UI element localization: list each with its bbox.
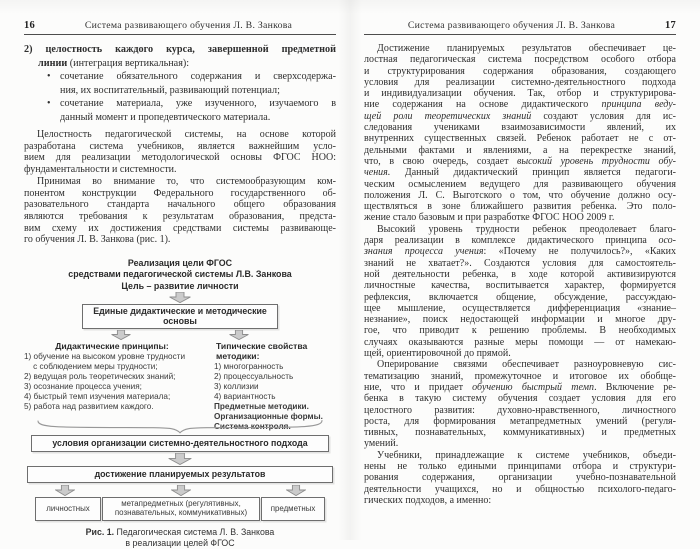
box-metasubject-results: метапредметных (регулятивных, познавательных, коммуникативных) (102, 497, 260, 521)
left-page-body (24, 35, 336, 549)
didactic-principles-column (24, 341, 200, 431)
down-arrow-icon (229, 330, 249, 340)
page-gutter (338, 0, 362, 540)
down-arrow-icon (267, 485, 325, 496)
box-results: достижение планируемых результатов (27, 466, 333, 484)
didactic-principles-header: Дидактические принципы: (55, 341, 169, 352)
down-arrow-icon (105, 485, 257, 496)
methodology-properties-column (200, 341, 336, 431)
right-page (364, 20, 676, 506)
bullet-icon: • (47, 98, 51, 109)
right-paragraph-4: Учебники, принадлежащие к системе учебников, объеди- нены не только едиными принципами отбора и структури- рования содержания, организации учебно-познавательной деятельности учащихся, но и общностью психолого-педаго- гических подходов, а именно: (364, 449, 676, 506)
bullet-icon: • (47, 71, 51, 82)
left-running-title: Система развивающего обучения Л. В. Занкова (84, 20, 293, 31)
branch-arrows (24, 330, 336, 340)
result-arrows (35, 485, 325, 496)
bullet-text-1: сочетание обязательного содержания и сверхсодержа- ния, их воспитательный, развивающий потенциал; (60, 71, 336, 96)
figure-1 (24, 258, 336, 549)
numbered-heading: 2) целостность каждого курса, завершенной предметной линии (интеграция вертикальная): (24, 44, 336, 69)
box-conditions: условия организации системно-деятельностного подхода (31, 435, 329, 452)
down-arrow-icon (24, 292, 336, 303)
left-paragraph-1: Целостность педагогической системы, на основе которой разработана система учебников, является важнейшим усло- вием для реализации методологической основы ФГОС НОО: фундаментальности и системности. (24, 129, 336, 176)
left-page (24, 20, 336, 549)
methodology-properties-header: Типические свойства методики: (216, 341, 308, 362)
converging-brace-icon (24, 419, 336, 434)
left-page-header (24, 20, 336, 35)
left-paragraph-2: Принимая во внимание то, что системообразующим ком- понентом конструкции Федерального государственного об- разовательного стандарта начального общего образования являются требования к результатам образования, предста- вим схему их достижения средствами системы развивающе- го обучения Л. В. Занкова (рис. 1). (24, 175, 336, 246)
down-arrow-icon (35, 485, 95, 496)
result-boxes (35, 497, 325, 521)
right-page-header (364, 20, 676, 35)
box-unified-foundations: Единые дидактические и методические основы (82, 304, 278, 329)
down-arrow-icon (111, 330, 131, 340)
right-paragraph-3: Оперирование связями обеспечивает разноуровневую сис- тематизацию знаний, промежуточное и итоговое их обобще- ние, что и придает обучению быстрый темп. Включение ре- бенка в такую систему обучения создает условия для его целостного развития: духовно-нравственного, личностного роста, для формирования метапредметных умений (регуля- тивных, познавательных, коммуникативных) и предметных умений. (364, 359, 676, 450)
box-personal-results: личностных (35, 497, 101, 521)
bullet-item-2 (24, 97, 336, 124)
figure-columns (24, 341, 336, 431)
right-page-body (364, 35, 676, 506)
figure-title: Реализация цели ФГОС средствами педагогической системы Л.В. Занкова Цель – развитие личности (68, 258, 292, 291)
bullet-text-2: сочетание материала, уже изученного, изучаемого в данный момент и пропедевтического материала. (60, 98, 336, 123)
figure-caption: Рис. 1. Педагогическая система Л. В. Занкова в реализации целей ФГОС (85, 527, 275, 549)
right-paragraph-2: Высокий уровень трудности ребенок преодолевает благо- даря реализации в комплексе дидактического принципа осо- знания процесса учения: «Почему не получилось?», «Каких знаний не хватает?». Создаются условия для самостоятель- ной деятельности ребенка, в ходе которой активизируются личностные качества, воспитывается характер, формируется рефлексия, включается общение, обсуждение, рассуждаю- щее мышление, осуществляется дифференциация «знание– незнание», поиск недостающей информации и многое дру- гое, что приводит к решению проблемы. В необходимых случаях оказываются разные меры помощи — от намекаю- щей, ориентировочной до прямой. (364, 223, 677, 360)
down-arrow-icon (24, 453, 336, 465)
box-subject-results: предметных (261, 497, 325, 521)
methodology-properties-list: 1) многогранность 2) процессуальность 3) коллизии 4) вариантность Предметные методики. Организационные формы. Система контроля. (214, 362, 323, 431)
right-paragraph-1: Достижение планируемых результатов обеспечивает це- лостная педагогическая система посредством особого отбора и структурирования содержания образования, создающего условия для реализации системно-деятельностного подхода и индивидуализации обучения. Так, отбор и структурирова- ние содержания на основе дидактического принципа веду- щей роли теоретических знаний создают условия для ис- следования учениками взаимозависимости явлений, их внутренних существенных связей. Ребенок работает не с от- дельными фактами и явлениями, а на перекрестке знаний, что, в свою очередь, создает высокий уровень трудности обу- чения. Данный дидактический принцип является педагоги- ческим осмыслением ведущего для развивающего обучения положения Л. С. Выготского о том, что обучение должно осу- ществляться в зоне ближайшего развития ребенка. Это поло- жение стало базовым и при разработке ФГОС НОО 2009 г. (364, 43, 677, 224)
didactic-principles-list: 1) обучение на высоком уровне трудности с соблюдением меры трудности; 2) ведущая роль теоретических знаний; 3) осознание процесса учения; 4) быстрый темп изучения материала; 5) работа над развитием каждого. (24, 352, 186, 411)
left-page-number: 16 (24, 20, 35, 31)
bullet-item-1 (24, 70, 336, 97)
right-page-number: 17 (665, 20, 676, 31)
right-running-title: Система развивающего обучения Л. В. Занкова (407, 20, 616, 31)
